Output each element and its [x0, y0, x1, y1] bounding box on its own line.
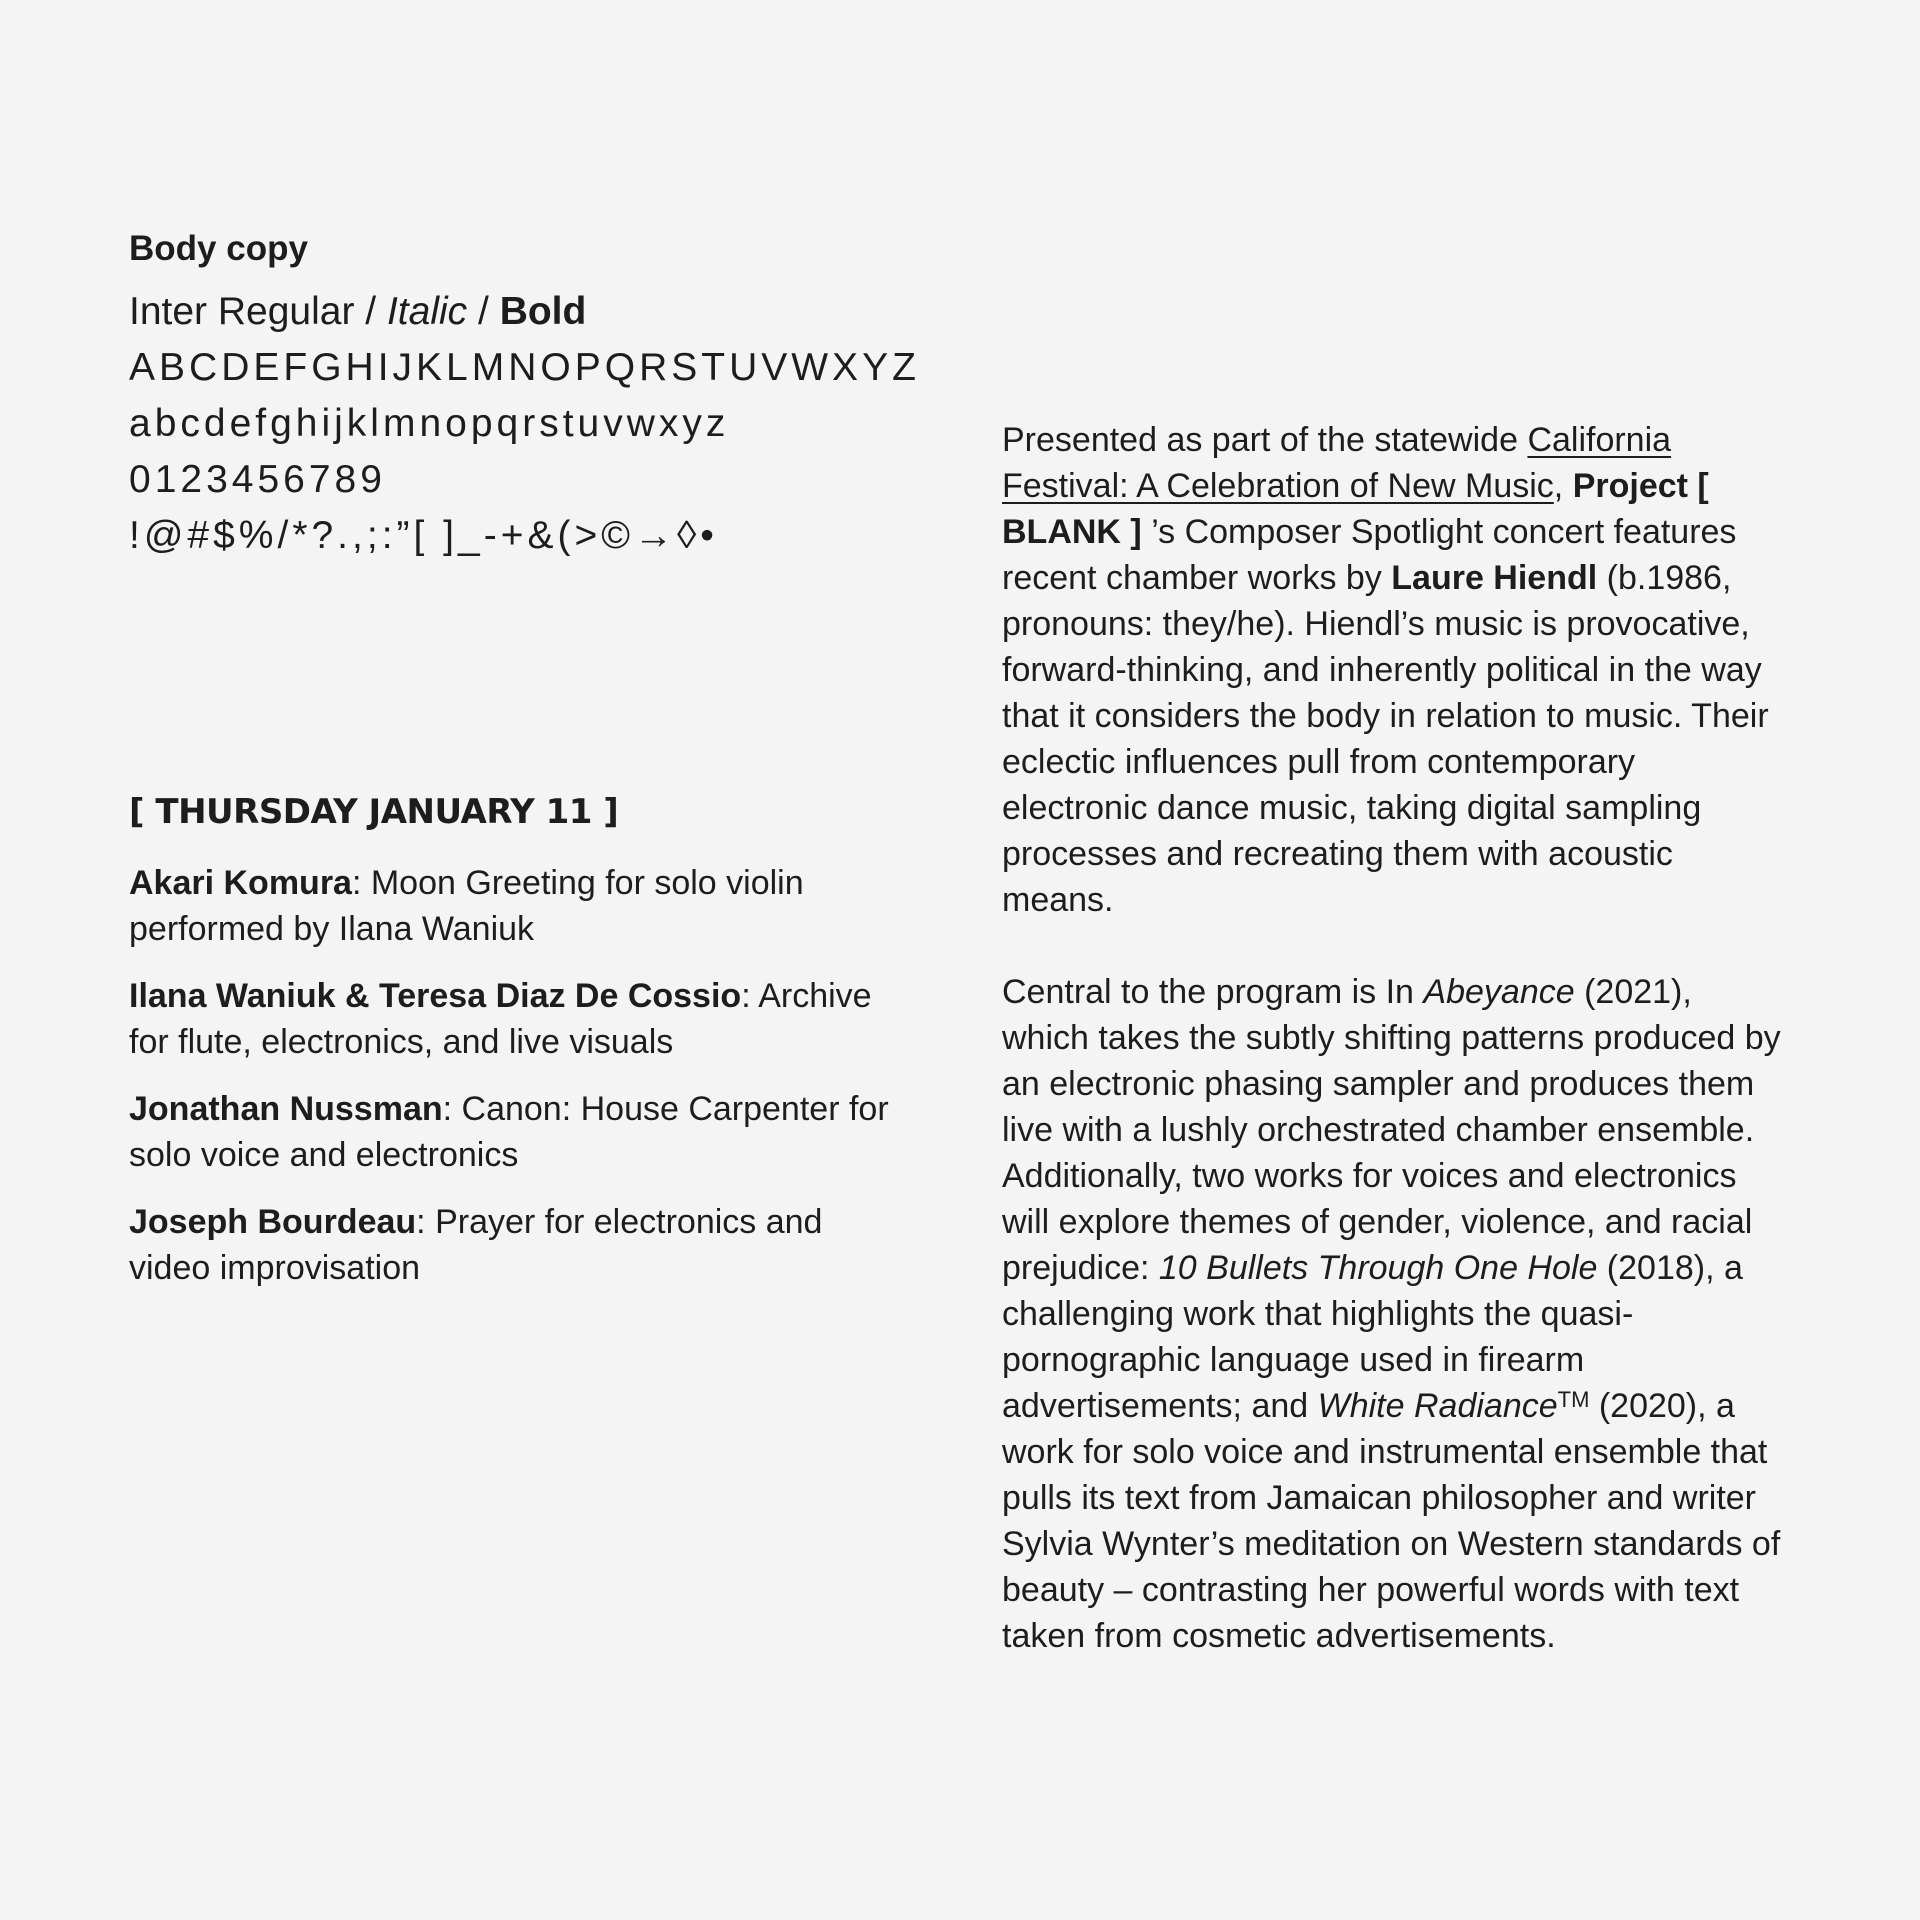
- list-item: [129, 1199, 909, 1291]
- specimen-uppercase: ABCDEFGHIJKLMNOPQRSTUVWXYZ: [129, 346, 920, 389]
- program-list: [129, 860, 909, 1312]
- text-run: ,: [1553, 467, 1573, 505]
- work-title: Abeyance: [1423, 973, 1575, 1011]
- specimen-digits: 0123456789: [129, 458, 386, 501]
- text-run: ’s Composer Spotlight concert features recent chamber works by: [1002, 513, 1737, 597]
- concert-description: [1002, 417, 1782, 1659]
- description-paragraph-2: [1002, 969, 1782, 1659]
- weight-separator: /: [354, 290, 387, 333]
- work-description: : Canon: House Carpenter for solo voice and electronics: [129, 1090, 889, 1174]
- specimen-lowercase: abcdefghijklmnopqrstuvwxyz: [129, 402, 730, 445]
- specimen-weights: [129, 284, 929, 340]
- specimen-symbols: !@#$%/*?.,;:”[ ]_-+&(>©→◊•: [129, 514, 718, 557]
- weight-regular: Inter Regular: [129, 290, 355, 333]
- trademark-mark: TM: [1557, 1387, 1590, 1412]
- ensemble-name: Project [ BLANK ]: [1002, 467, 1709, 551]
- california-festival-link[interactable]: California Festival: A Celebration of New Music: [1002, 421, 1672, 505]
- list-item: [129, 860, 909, 952]
- work-description: : Archive for flute, electronics, and live visuals: [129, 977, 872, 1061]
- weight-bold: Bold: [499, 290, 587, 333]
- description-paragraph-1: [1002, 417, 1782, 923]
- text-run: (2021), which takes the subtly shifting patterns produced by an electronic phasing sampler and produces them live with a lushly orchestrated chamber ensemble. Additionally, two works for voices and electronics will explore themes of gender, violence, and racial prejudice:: [1002, 973, 1781, 1287]
- text-run: (2020), a work for solo voice and instrumental ensemble that pulls its text from Jamaican philosopher and writer Sylvia Wynter’s meditation on Western standards of beauty – contrasting her powerful words with text taken from cosmetic advertisements.: [1002, 1387, 1781, 1655]
- event-date-heading: [ THURSDAY JANUARY 11 ]: [129, 792, 619, 832]
- specimen-heading: Body copy: [129, 229, 308, 268]
- work-title: White Radiance: [1317, 1387, 1558, 1425]
- composer-name: Akari Komura: [129, 864, 352, 902]
- text-run: Central to the program is In: [1002, 973, 1424, 1011]
- weight-italic: Italic: [386, 290, 468, 333]
- text-run: Presented as part of the statewide: [1002, 421, 1528, 459]
- weight-separator: /: [467, 290, 500, 333]
- work-description: : Prayer for electronics and video improvisation: [129, 1203, 823, 1287]
- composer-name: Jonathan Nussman: [129, 1090, 443, 1128]
- text-run: (2018), a challenging work that highlights the quasi-pornographic language used in firearm advertisements; and: [1002, 1249, 1743, 1425]
- featured-composer: Laure Hiendl: [1391, 559, 1598, 597]
- list-item: [129, 973, 909, 1065]
- composer-name: Ilana Waniuk & Teresa Diaz De Cossio: [129, 977, 742, 1015]
- list-item: [129, 1086, 909, 1178]
- work-description: : Moon Greeting for solo violin performed by Ilana Waniuk: [129, 864, 804, 948]
- work-title: 10 Bullets Through One Hole: [1158, 1249, 1598, 1287]
- type-specimen: [129, 228, 929, 564]
- text-run: (b.1986, pronouns: they/he). Hiendl’s music is provocative, forward-thinking, and inherently political in the way that it considers the body in relation to music. Their eclectic influences pull from contemporary electronic dance music, taking digital sampling processes and recreating them with acoustic means.: [1002, 559, 1769, 919]
- composer-name: Joseph Bourdeau: [129, 1203, 417, 1241]
